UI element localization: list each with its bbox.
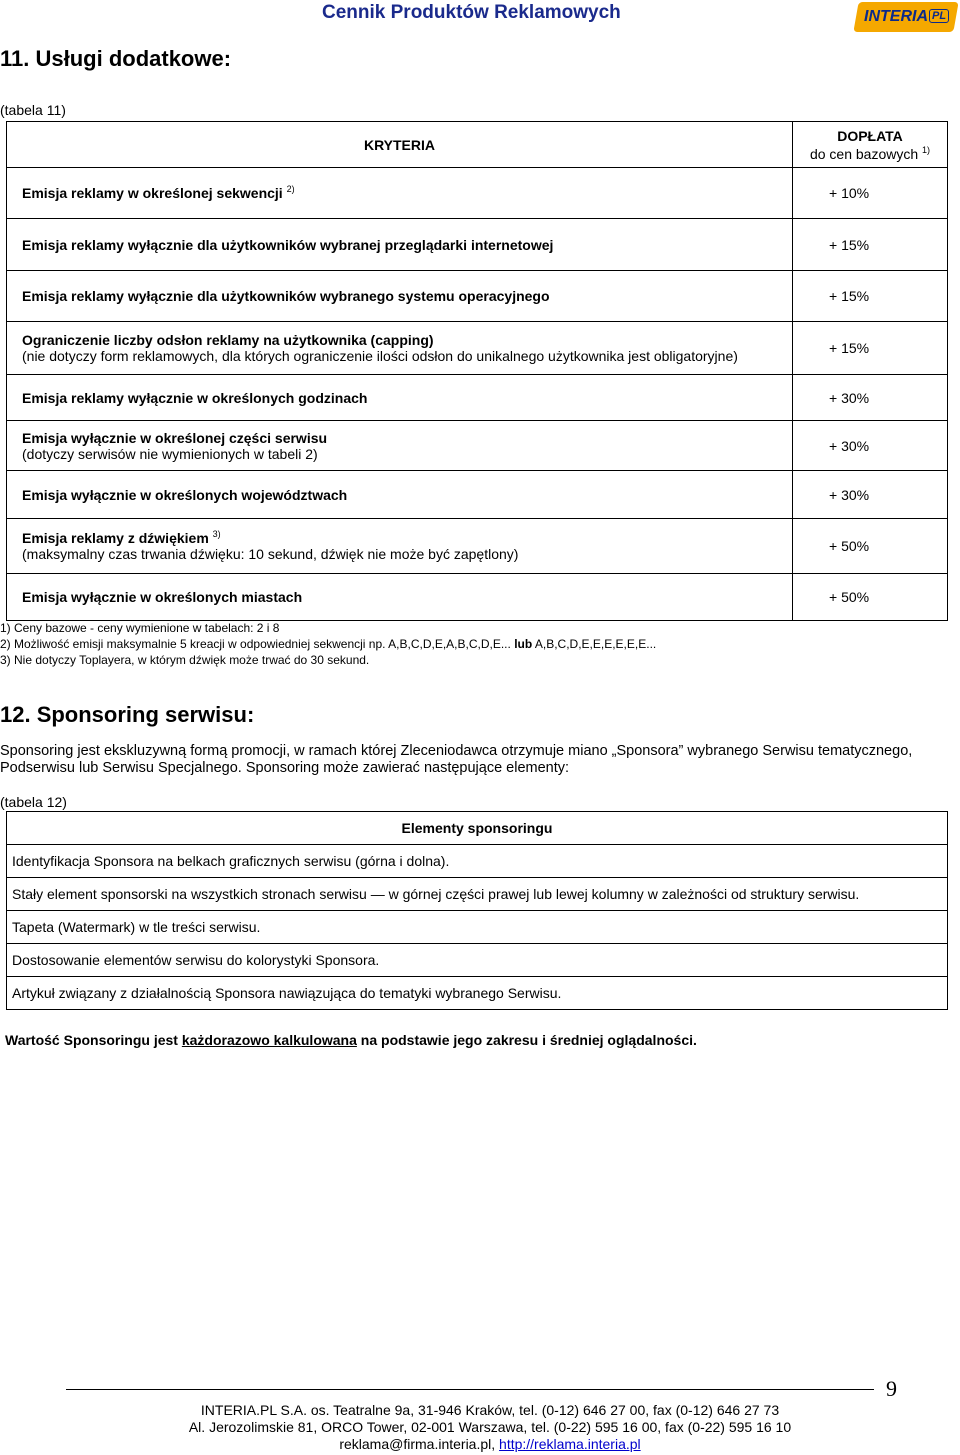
- row-value: + 50%: [793, 574, 948, 621]
- sponsoring-element: Tapeta (Watermark) w tle treści serwisu.: [7, 911, 948, 944]
- logo-text: INTERIA: [864, 8, 928, 25]
- row-value: + 15%: [793, 219, 948, 271]
- section-11-heading: 11. Usługi dodatkowe:: [0, 46, 232, 71]
- footer-website-link[interactable]: http://reklama.interia.pl: [499, 1436, 641, 1452]
- sponsoring-summary: [5, 1032, 697, 1048]
- footnote-3: 3) Nie dotyczy Toplayera, w którym dźwięk może trwać do 30 sekund.: [0, 653, 370, 667]
- row-criterion-note: (maksymalny czas trwania dźwięku: 10 sekund, dźwięk nie może być zapętlony): [22, 546, 519, 562]
- footer-address-warszawa: Al. Jerozolimskie 81, ORCO Tower, 02-001 Warszawa, tel. (0-22) 595 16 00, fax (0-22) 595 16 10: [188, 1419, 792, 1435]
- surcharge-header-footnote: 1): [922, 144, 931, 155]
- table-12-header-row: [7, 812, 948, 845]
- table-row: [7, 271, 948, 322]
- row-criterion: Emisja reklamy z dźwiękiem: [22, 530, 209, 546]
- row-value: + 30%: [793, 471, 948, 519]
- row-criterion: Ograniczenie liczby odsłon reklamy na użytkownika (capping): [22, 332, 434, 348]
- table-11: [6, 121, 948, 621]
- sponsoring-element: Artykuł związany z działalnością Sponsora nawiązująca do tematyki wybranego Serwisu.: [7, 977, 948, 1010]
- row-value: + 30%: [793, 375, 948, 421]
- criteria-header: KRYTERIA: [7, 122, 793, 168]
- row-criterion: Emisja reklamy wyłącznie w określonych godzinach: [7, 375, 793, 421]
- footer-address-krakow: INTERIA.PL S.A. os. Teatralne 9a, 31-946 Kraków, tel. (0-12) 646 27 00, fax (0-12) 646 27 73: [200, 1402, 780, 1418]
- row-criterion-note: (nie dotyczy form reklamowych, dla których ograniczenie ilości odsłon do unikalnego użytkownika jest obligatoryjne): [22, 348, 738, 364]
- surcharge-header: [793, 122, 948, 168]
- table-row: [7, 944, 948, 977]
- table-row: [7, 168, 948, 219]
- footnote-2-or: lub: [514, 637, 533, 651]
- logo-suffix: PL: [929, 9, 949, 23]
- row-criterion: Emisja reklamy w określonej sekwencji: [22, 185, 283, 201]
- row-value: + 30%: [793, 421, 948, 471]
- footnote-2-text: 2) Możliwość emisji maksymalnie 5 kreacji w odpowiedniej sekwencji np. A,B,C,D,E,A,B,C,D,E...: [0, 637, 511, 651]
- row-criterion: Emisja wyłącznie w określonych miastach: [7, 574, 793, 621]
- row-value: + 15%: [793, 271, 948, 322]
- table-row: [7, 375, 948, 421]
- row-value: + 50%: [793, 519, 948, 574]
- footnote-1: 1) Ceny bazowe - ceny wymienione w tabelach: 2 i 8: [0, 621, 280, 635]
- table-row: [7, 471, 948, 519]
- surcharge-header-line2: do cen bazowych: [809, 145, 919, 162]
- table-12-caption: (tabela 12): [0, 794, 67, 810]
- table-row: [7, 519, 948, 574]
- table-row: [7, 977, 948, 1010]
- footer-divider: [66, 1389, 874, 1390]
- sponsoring-element: Dostosowanie elementów serwisu do kolorystyki Sponsora.: [7, 944, 948, 977]
- sponsoring-elements-header: Elementy sponsoringu: [7, 812, 948, 845]
- table-row: [7, 219, 948, 271]
- surcharge-header-line1: DOPŁATA: [837, 127, 903, 144]
- table-11-caption: (tabela 11): [0, 102, 66, 118]
- table-12: [6, 811, 948, 1010]
- row-footnote-ref: 3): [212, 529, 221, 539]
- row-value: + 10%: [793, 168, 948, 219]
- table-row: [7, 322, 948, 375]
- page-number: 9: [886, 1376, 897, 1401]
- footnote-2: [0, 637, 656, 651]
- section-12-heading: 12. Sponsoring serwisu:: [0, 702, 255, 727]
- sponsoring-element: Stały element sponsorski na wszystkich stronach serwisu — w górnej części prawej lub lewej kolumny w zależności od struktury serwisu.: [7, 878, 948, 911]
- summary-text-after: na podstawie jego zakresu i średniej oglądalności.: [360, 1032, 697, 1048]
- summary-text-underlined: każdorazowo kalkulowana: [181, 1032, 357, 1048]
- summary-text-before: Wartość Sponsoringu jest: [5, 1032, 178, 1048]
- table-11-header-row: [7, 122, 948, 168]
- row-criterion-note: (dotyczy serwisów nie wymienionych w tabeli 2): [22, 445, 318, 462]
- interia-logo: [853, 2, 958, 32]
- row-criterion: Emisja reklamy wyłącznie dla użytkowników wybranej przeglądarki internetowej: [7, 219, 793, 271]
- table-row: [7, 574, 948, 621]
- sponsoring-paragraph: Sponsoring jest ekskluzywną formą promocji, w ramach której Zleceniodawca otrzymuje miano „Sponsora” wybranego Serwisu tematycznego, Podserwisu lub Serwisu Specjalnego. Sponsoring może zawierać następujące elementy:: [0, 743, 913, 776]
- footnote-2-alt: A,B,C,D,E,E,E,E,E,E...: [534, 637, 657, 651]
- row-value: + 15%: [793, 322, 948, 375]
- row-criterion: Emisja wyłącznie w określonych województwach: [7, 471, 793, 519]
- table-row: [7, 911, 948, 944]
- row-criterion: Emisja wyłącznie w określonej części serwisu: [22, 429, 328, 446]
- row-criterion: Emisja reklamy wyłącznie dla użytkowników wybranego systemu operacyjnego: [7, 271, 793, 322]
- table-row: [7, 845, 948, 878]
- footer-contact: [40, 1436, 940, 1452]
- table-row: [7, 878, 948, 911]
- footer-email: reklama@firma.interia.pl,: [339, 1436, 496, 1452]
- row-footnote-ref: 2): [286, 184, 295, 194]
- table-row: [7, 421, 948, 471]
- document-header-title: Cennik Produktów Reklamowych: [322, 2, 621, 23]
- sponsoring-element: Identyfikacja Sponsora na belkach graficznych serwisu (górna i dolna).: [7, 845, 948, 878]
